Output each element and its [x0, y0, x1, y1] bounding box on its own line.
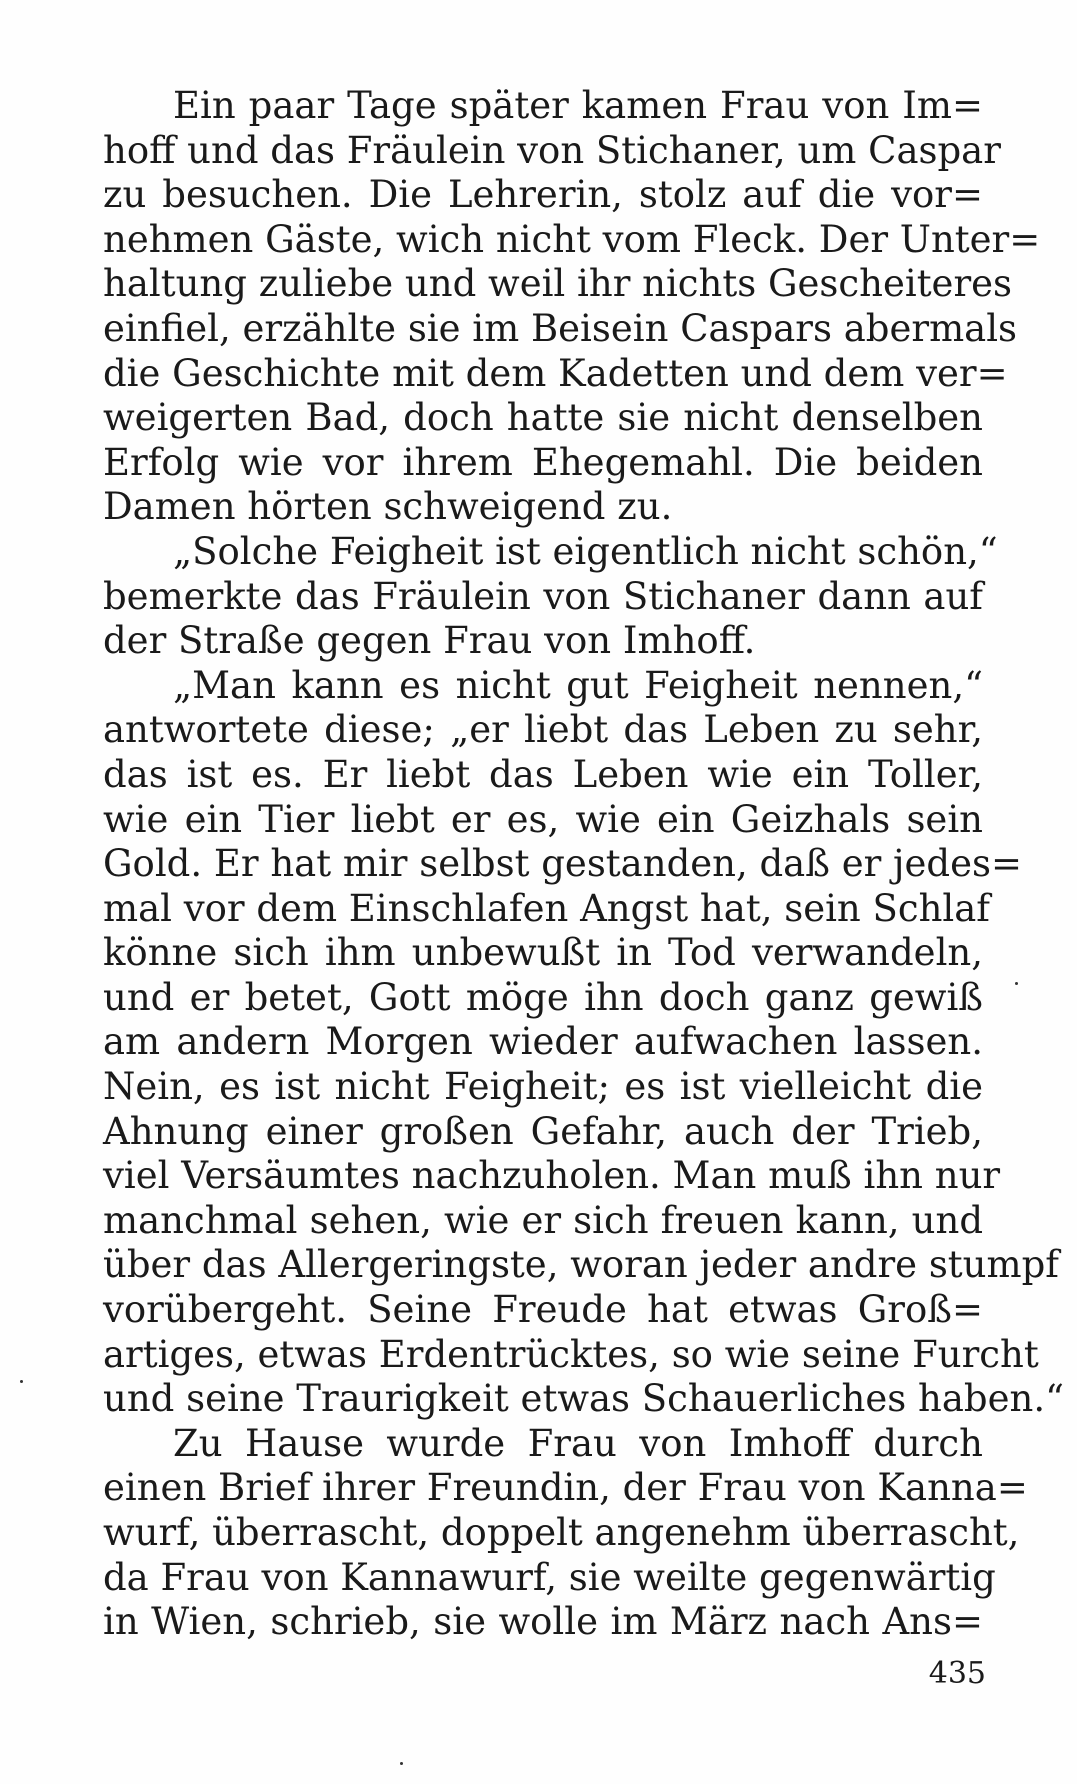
- text-line: wie ein Tier liebt er es, wie ein Geizhals sein: [103, 797, 983, 841]
- text-line: antwortete diese; „er liebt das Leben zu sehr,: [103, 708, 983, 752]
- text-line: nehmen Gäste, wich nicht vom Fleck. Der Unter=: [103, 217, 1041, 261]
- text-line: Ahnung einer großen Gefahr, auch der Trieb,: [103, 1109, 983, 1153]
- text-line: am andern Morgen wieder aufwachen lassen.: [103, 1020, 983, 1064]
- text-line: weigerten Bad, doch hatte sie nicht denselben: [103, 396, 983, 440]
- text-line: vorübergeht. Seine Freude hat etwas Groß=: [103, 1288, 983, 1332]
- text-line: der Straße gegen Frau von Imhoff.: [103, 619, 756, 663]
- text-line: Erfolg wie vor ihrem Ehegemahl. Die beiden: [103, 440, 983, 484]
- text-line: das ist es. Er liebt das Leben wie ein Toller,: [103, 752, 983, 796]
- text-line: Nein, es ist nicht Feigheit; es ist vielleicht die: [103, 1065, 983, 1109]
- print-speck: [400, 1762, 403, 1765]
- text-line: bemerkte das Fräulein von Stichaner dann auf: [103, 574, 983, 618]
- text-line: und seine Traurigkeit etwas Schauerliches haben.“: [103, 1377, 1065, 1421]
- text-line: einen Brief ihrer Freundin, der Frau von Kanna=: [103, 1466, 1028, 1510]
- text-line: viel Versäumtes nachzuholen. Man muß ihn nur: [103, 1154, 1001, 1198]
- text-line: könne sich ihm unbewußt in Tod verwandeln,: [103, 931, 983, 975]
- text-line: Gold. Er hat mir selbst gestanden, daß er jedes=: [103, 842, 1023, 886]
- text-line: manchmal sehen, wie er sich freuen kann, und: [103, 1198, 983, 1242]
- text-line: artiges, etwas Erdentrücktes, so wie seine Furcht: [103, 1332, 1039, 1376]
- text-line: in Wien, schrieb, sie wolle im März nach Ans=: [103, 1600, 983, 1644]
- print-speck: [20, 1380, 23, 1383]
- text-line: „Solche Feigheit ist eigentlich nicht schön,“: [173, 529, 998, 573]
- text-line: Ein paar Tage später kamen Frau von Im=: [173, 84, 983, 127]
- text-line: über das Allergeringste, woran jeder andre stumpf: [103, 1243, 1059, 1287]
- print-speck: [1015, 982, 1018, 985]
- text-line: da Frau von Kannawurf, sie weilte gegenwärtig: [103, 1555, 996, 1599]
- paragraph: [103, 663, 1065, 1422]
- text-line: wurf, überrascht, doppelt angenehm überrascht,: [103, 1511, 1020, 1554]
- text-line: haltung zuliebe und weil ihr nichts Gescheiteres: [103, 262, 1013, 306]
- text-line: mal vor dem Einschlafen Angst hat, sein Schlaf: [103, 886, 991, 930]
- text-line: Damen hörten schweigend zu.: [103, 485, 673, 529]
- text-line: einfiel, erzählte sie im Beisein Caspars abermals: [103, 306, 1018, 350]
- text-line: Zu Hause wurde Frau von Imhoff durch: [173, 1421, 983, 1465]
- paragraph: [103, 529, 998, 664]
- body-text: [103, 84, 1065, 1645]
- text-line: die Geschichte mit dem Kadetten und dem ver=: [103, 351, 1008, 395]
- paragraph: [103, 84, 1041, 530]
- page-number: 435: [928, 1656, 986, 1691]
- text-line: und er betet, Gott möge ihn doch ganz gewiß: [103, 975, 983, 1019]
- text-line: „Man kann es nicht gut Feigheit nennen,“: [173, 663, 983, 707]
- text-line: zu besuchen. Die Lehrerin, stolz auf die vor=: [103, 173, 983, 217]
- text-line: hoff und das Fräulein von Stichaner, um Caspar: [103, 128, 1001, 172]
- paragraph: [103, 1421, 1028, 1645]
